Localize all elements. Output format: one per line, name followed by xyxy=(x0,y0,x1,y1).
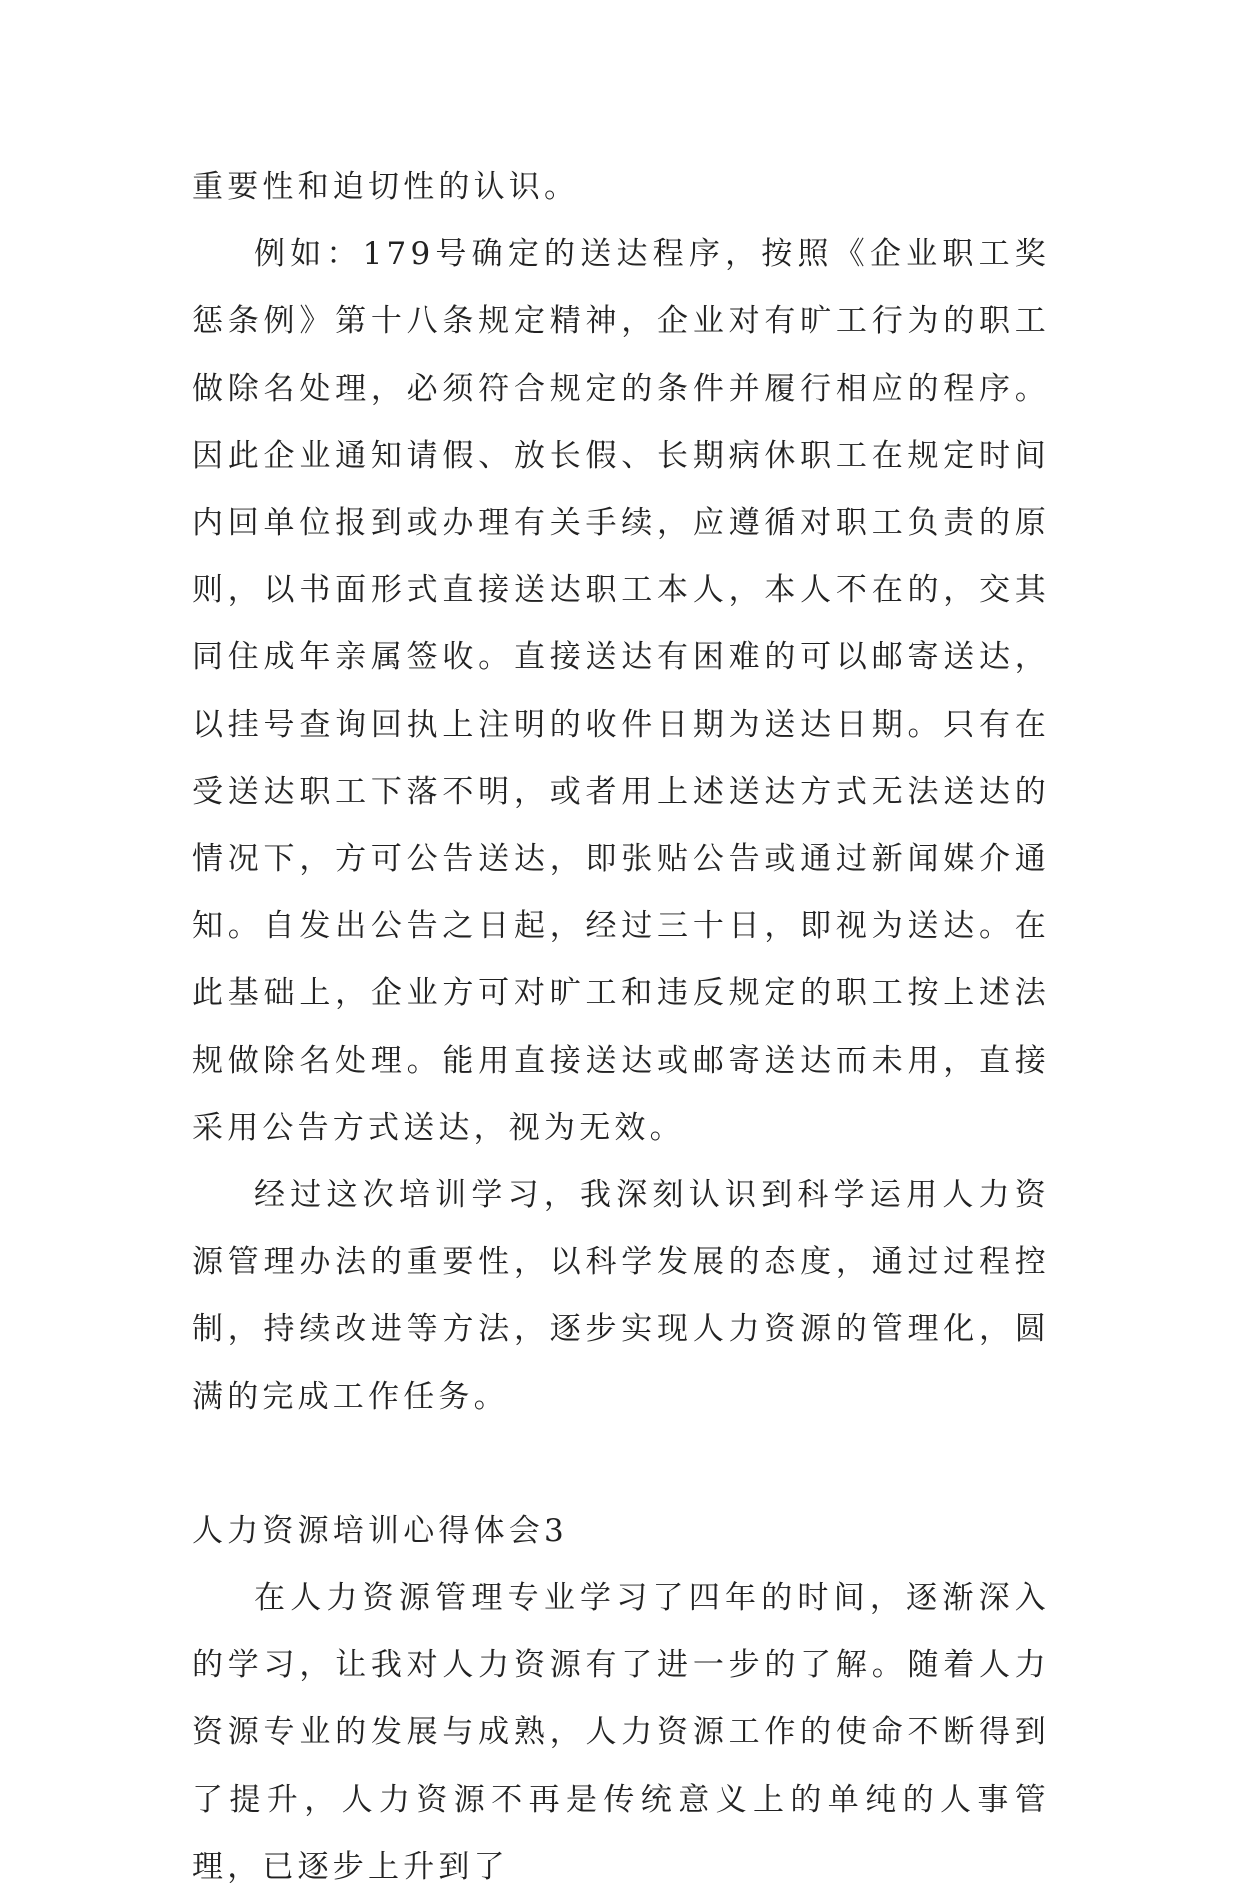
paragraph-delivery-procedure: 例如：179号确定的送达程序，按照《企业职工奖惩条例》第十八条规定精神，企业对有旷工行为的职工做除名处理，必须符合规定的条件并履行相应的程序。因此企业通知请假、放长假、长期病休职工在规定时间内回单位报到或办理有关手续，应遵循对职工负责的原则，以书面形式直接送达职工本人，本人不在的，交其同住成年亲属签收。直接送达有困难的可以邮寄送达，以挂号查询回执上注明的收件日期为送达日期。只有在受送达职工下落不明，或者用上述送达方式无法送达的情况下，方可公告送达，即张贴公告或通过新闻媒介通知。自发出公告之日起，经过三十日，即视为送达。在此基础上，企业方可对旷工和违反规定的职工按上述法规做除名处理。能用直接送达或邮寄送达而未用，直接采用公告方式送达，视为无效。 xyxy=(192,236,1050,1146)
paragraph-hr-study: 在人力资源管理专业学习了四年的时间，逐渐深入的学习，让我对人力资源有了进一步的了解。随着人力资源专业的发展与成熟，人力资源工作的使命不断得到了提升，人力资源不再是传统意义上的单纯的人事管理，已逐步上升到了 xyxy=(192,1580,1050,1885)
paragraph-continuation: 重要性和迫切性的认识。 xyxy=(192,169,580,205)
section-heading: 人力资源培训心得体会3 xyxy=(192,1512,568,1549)
paragraph-training-conclusion: 经过这次培训学习，我深刻认识到科学运用人力资源管理办法的重要性，以科学发展的态度，通过过程控制，持续改进等方法，逐步实现人力资源的管理化，圆满的完成工作任务。 xyxy=(192,1177,1050,1415)
document-body xyxy=(192,154,1050,1901)
